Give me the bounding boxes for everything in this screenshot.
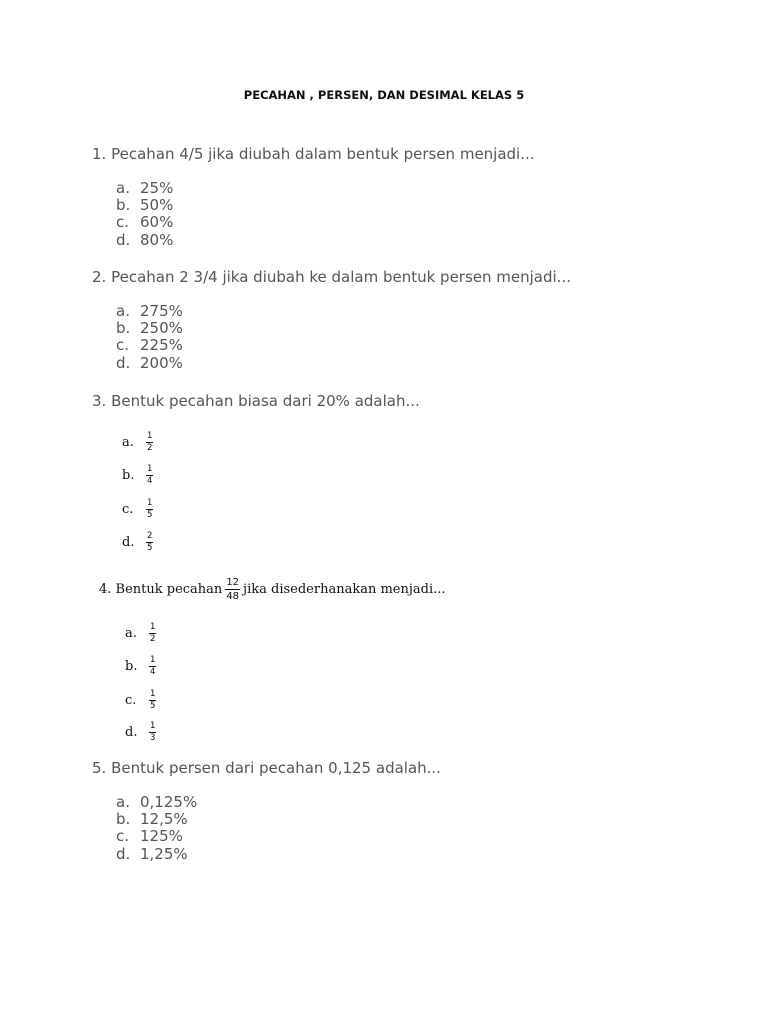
fraction xyxy=(149,623,156,644)
option-a xyxy=(116,303,183,320)
question-4-prefix: 4. Bentuk pecahan xyxy=(99,582,223,597)
fraction-numerator: 2 xyxy=(147,531,153,541)
option-a xyxy=(116,180,173,197)
fraction-numerator: 1 xyxy=(147,498,153,508)
question-1: 1. Pecahan 4/5 jika diubah dalam bentuk persen menjadi... xyxy=(92,145,535,163)
fraction-numerator: 1 xyxy=(150,655,156,665)
option-value: 25% xyxy=(140,179,174,197)
option-letter: d. xyxy=(116,844,131,863)
option-c xyxy=(116,828,197,845)
option-b xyxy=(116,197,173,214)
q3-option-b xyxy=(122,465,153,486)
option-letter: a. xyxy=(122,435,134,450)
fraction-numerator: 1 xyxy=(150,622,156,632)
fraction-denominator: 2 xyxy=(150,634,156,644)
option-letter: b. xyxy=(116,196,131,215)
option-letter: c. xyxy=(116,213,130,232)
fraction xyxy=(149,656,156,677)
option-value: 275% xyxy=(140,302,183,320)
fraction-denominator: 48 xyxy=(226,591,240,602)
question-4-fraction xyxy=(225,577,240,602)
option-value: 250% xyxy=(140,319,183,338)
option-value: 50% xyxy=(140,196,174,215)
fraction-denominator: 2 xyxy=(147,443,153,453)
option-value: 60% xyxy=(140,213,174,232)
option-letter: b. xyxy=(116,319,131,338)
fraction-denominator: 5 xyxy=(150,701,156,711)
question-4 xyxy=(99,577,446,602)
option-letter: d. xyxy=(116,353,131,372)
fraction-denominator: 5 xyxy=(147,510,153,520)
fraction-denominator: 3 xyxy=(150,733,156,743)
question-5: 5. Bentuk persen dari pecahan 0,125 adalah... xyxy=(92,759,441,777)
q3-option-a xyxy=(122,432,153,453)
fraction-denominator: 4 xyxy=(150,667,156,677)
option-letter: a. xyxy=(116,793,130,811)
option-letter: c. xyxy=(122,502,134,517)
fraction-denominator: 4 xyxy=(147,476,153,486)
option-letter: d. xyxy=(116,230,131,249)
option-letter: a. xyxy=(125,626,137,641)
option-a xyxy=(116,794,197,811)
q4-option-c xyxy=(125,690,156,711)
option-value: 225% xyxy=(140,336,183,355)
option-b xyxy=(116,811,197,828)
page-title: PECAHAN , PERSEN, DAN DESIMAL KELAS 5 xyxy=(243,88,525,102)
q4-option-d xyxy=(125,722,156,743)
option-letter: a. xyxy=(116,302,130,320)
question-2-options xyxy=(116,303,183,372)
option-letter: a. xyxy=(116,179,130,197)
q4-option-a xyxy=(125,623,156,644)
option-letter: b. xyxy=(125,659,138,674)
fraction xyxy=(149,690,156,711)
option-letter: c. xyxy=(125,693,137,708)
question-1-options xyxy=(116,180,173,249)
question-4-suffix: jika disederhanakan menjadi... xyxy=(243,582,446,597)
option-value: 125% xyxy=(140,827,183,846)
fraction-numerator: 12 xyxy=(226,577,240,588)
question-5-options xyxy=(116,794,197,863)
option-c xyxy=(116,214,173,231)
q3-option-c xyxy=(122,499,153,520)
option-d xyxy=(116,232,173,249)
option-letter: c. xyxy=(116,827,130,846)
option-letter: b. xyxy=(122,468,135,483)
option-value: 1,25% xyxy=(140,844,188,863)
fraction-numerator: 1 xyxy=(150,721,156,731)
option-value: 12,5% xyxy=(140,810,188,829)
fraction-denominator: 5 xyxy=(147,543,153,553)
option-value: 200% xyxy=(140,353,183,372)
fraction xyxy=(146,465,153,486)
fraction xyxy=(146,532,153,553)
option-c xyxy=(116,337,183,354)
fraction xyxy=(146,499,153,520)
q4-option-b xyxy=(125,656,156,677)
option-letter: c. xyxy=(116,336,130,355)
question-2: 2. Pecahan 2 3/4 jika diubah ke dalam bentuk persen menjadi... xyxy=(92,268,571,286)
fraction xyxy=(149,722,156,743)
question-3: 3. Bentuk pecahan biasa dari 20% adalah... xyxy=(92,392,420,410)
option-d xyxy=(116,846,197,863)
option-value: 80% xyxy=(140,230,174,249)
option-letter: b. xyxy=(116,810,131,829)
option-d xyxy=(116,355,183,372)
fraction-numerator: 1 xyxy=(147,431,153,441)
q3-option-d xyxy=(122,532,153,553)
option-value: 0,125% xyxy=(140,793,198,811)
option-letter: d. xyxy=(122,535,135,550)
fraction xyxy=(146,432,153,453)
fraction-numerator: 1 xyxy=(150,689,156,699)
fraction-numerator: 1 xyxy=(147,464,153,474)
option-b xyxy=(116,320,183,337)
option-letter: d. xyxy=(125,725,138,740)
